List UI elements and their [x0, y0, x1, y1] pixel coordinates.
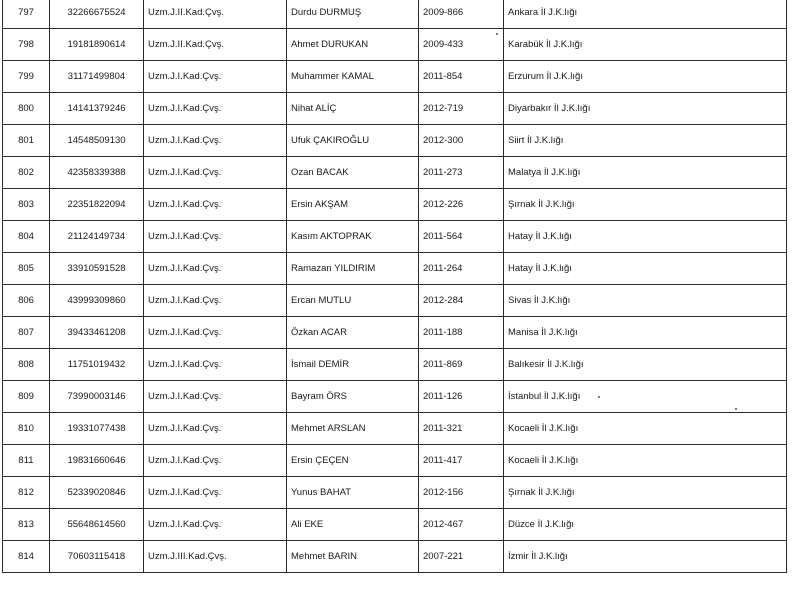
row-number-cell: 797	[3, 0, 50, 29]
registry-number-cell: 2011-264	[419, 253, 504, 285]
row-number-cell: 805	[3, 253, 50, 285]
id-number-cell: 55648614560	[50, 509, 144, 541]
row-number-cell: 799	[3, 61, 50, 93]
full-name-cell: Ali EKE	[287, 509, 419, 541]
table-row	[3, 285, 787, 317]
id-number-cell: 22351822094	[50, 189, 144, 221]
unit-cell: Hatay İl J.K.lığı	[504, 253, 787, 285]
unit-cell: Kocaeli İl J.K.lığı	[504, 413, 787, 445]
scan-speck	[735, 408, 737, 410]
table-row	[3, 445, 787, 477]
row-number-cell: 811	[3, 445, 50, 477]
full-name-cell: Ahmet DURUKAN	[287, 29, 419, 61]
registry-number-cell: 2012-467	[419, 509, 504, 541]
registry-number-cell: 2007-221	[419, 541, 504, 573]
id-number-cell: 21124149734	[50, 221, 144, 253]
rank-title-cell: Uzm.J.II.Kad.Çvş.	[144, 29, 287, 61]
rank-title-cell: Uzm.J.II.Kad.Çvş.	[144, 0, 287, 29]
registry-number-cell: 2012-156	[419, 477, 504, 509]
unit-cell: Siirt İl J.K.lığı	[504, 125, 787, 157]
table-row	[3, 253, 787, 285]
unit-cell: Erzurum İl J.K.lığı	[504, 61, 787, 93]
row-number-cell: 814	[3, 541, 50, 573]
table-row	[3, 61, 787, 93]
unit-cell: Balıkesir İl J.K.lığı	[504, 349, 787, 381]
id-number-cell: 19181890614	[50, 29, 144, 61]
table-row	[3, 93, 787, 125]
full-name-cell: Ozan BACAK	[287, 157, 419, 189]
unit-cell: Malatya İl J.K.lığı	[504, 157, 787, 189]
rank-title-cell: Uzm.J.I.Kad.Çvş.	[144, 189, 287, 221]
scan-speck	[598, 396, 600, 398]
unit-cell: Karabük İl J.K.lığı	[504, 29, 787, 61]
table-row	[3, 221, 787, 253]
registry-number-cell: 2011-321	[419, 413, 504, 445]
unit-cell: İstanbul İl J.K.lığı	[504, 381, 787, 413]
rank-title-cell: Uzm.J.I.Kad.Çvş.	[144, 285, 287, 317]
id-number-cell: 11751019432	[50, 349, 144, 381]
row-number-cell: 807	[3, 317, 50, 349]
row-number-cell: 801	[3, 125, 50, 157]
registry-number-cell: 2012-284	[419, 285, 504, 317]
full-name-cell: Nihat ALİÇ	[287, 93, 419, 125]
id-number-cell: 52339020846	[50, 477, 144, 509]
table-row	[3, 189, 787, 221]
row-number-cell: 800	[3, 93, 50, 125]
unit-cell: Şırnak İl J.K.lığı	[504, 189, 787, 221]
registry-number-cell: 2011-188	[419, 317, 504, 349]
full-name-cell: Durdu DURMUŞ	[287, 0, 419, 29]
row-number-cell: 806	[3, 285, 50, 317]
registry-number-cell: 2012-226	[419, 189, 504, 221]
scan-speck	[496, 33, 498, 35]
unit-cell: Şırnak İl J.K.lığı	[504, 477, 787, 509]
id-number-cell: 31171499804	[50, 61, 144, 93]
rank-title-cell: Uzm.J.III.Kad.Çvş.	[144, 541, 287, 573]
unit-cell: Diyarbakır İl J.K.lığı	[504, 93, 787, 125]
table-row	[3, 413, 787, 445]
rank-title-cell: Uzm.J.I.Kad.Çvş.	[144, 477, 287, 509]
unit-cell: Hatay İl J.K.lığı	[504, 221, 787, 253]
full-name-cell: Mehmet ARSLAN	[287, 413, 419, 445]
table-row	[3, 349, 787, 381]
id-number-cell: 19831660646	[50, 445, 144, 477]
row-number-cell: 812	[3, 477, 50, 509]
row-number-cell: 810	[3, 413, 50, 445]
rank-title-cell: Uzm.J.I.Kad.Çvş.	[144, 61, 287, 93]
unit-cell: Düzce İl J.K.lığı	[504, 509, 787, 541]
registry-number-cell: 2011-273	[419, 157, 504, 189]
full-name-cell: Bayram ÖRS	[287, 381, 419, 413]
rank-title-cell: Uzm.J.I.Kad.Çvş.	[144, 349, 287, 381]
table-row	[3, 125, 787, 157]
id-number-cell: 42358339388	[50, 157, 144, 189]
personnel-table	[2, 0, 787, 573]
unit-cell: İzmir İl J.K.lığı	[504, 541, 787, 573]
rank-title-cell: Uzm.J.I.Kad.Çvş.	[144, 157, 287, 189]
row-number-cell: 813	[3, 509, 50, 541]
full-name-cell: Ramazan YILDIRIM	[287, 253, 419, 285]
registry-number-cell: 2011-854	[419, 61, 504, 93]
full-name-cell: Kasım AKTOPRAK	[287, 221, 419, 253]
row-number-cell: 803	[3, 189, 50, 221]
rank-title-cell: Uzm.J.I.Kad.Çvş.	[144, 125, 287, 157]
registry-number-cell: 2011-126	[419, 381, 504, 413]
unit-cell: Ankara İl J.K.lığı	[504, 0, 787, 29]
full-name-cell: Muhammer KAMAL	[287, 61, 419, 93]
full-name-cell: Ufuk ÇAKIROĞLU	[287, 125, 419, 157]
row-number-cell: 804	[3, 221, 50, 253]
table-row	[3, 317, 787, 349]
registry-number-cell: 2011-417	[419, 445, 504, 477]
rank-title-cell: Uzm.J.I.Kad.Çvş.	[144, 445, 287, 477]
table-row	[3, 541, 787, 573]
id-number-cell: 14548509130	[50, 125, 144, 157]
table-row	[3, 509, 787, 541]
rank-title-cell: Uzm.J.I.Kad.Çvş.	[144, 509, 287, 541]
full-name-cell: Ercan MUTLU	[287, 285, 419, 317]
unit-cell: Kocaeli İl J.K.lığı	[504, 445, 787, 477]
row-number-cell: 798	[3, 29, 50, 61]
registry-number-cell: 2011-869	[419, 349, 504, 381]
unit-cell: Manisa İl J.K.lığı	[504, 317, 787, 349]
rank-title-cell: Uzm.J.I.Kad.Çvş.	[144, 93, 287, 125]
table-row	[3, 381, 787, 413]
row-number-cell: 809	[3, 381, 50, 413]
registry-number-cell: 2011-564	[419, 221, 504, 253]
table-body	[3, 0, 787, 573]
full-name-cell: Özkan ACAR	[287, 317, 419, 349]
unit-cell: Sivas İl J.K.lığı	[504, 285, 787, 317]
registry-number-cell: 2009-433	[419, 29, 504, 61]
id-number-cell: 19331077438	[50, 413, 144, 445]
rank-title-cell: Uzm.J.I.Kad.Çvş.	[144, 253, 287, 285]
id-number-cell: 33910591528	[50, 253, 144, 285]
rank-title-cell: Uzm.J.I.Kad.Çvş.	[144, 221, 287, 253]
full-name-cell: Mehmet BARIN	[287, 541, 419, 573]
id-number-cell: 14141379246	[50, 93, 144, 125]
id-number-cell: 39433461208	[50, 317, 144, 349]
full-name-cell: Yunus BAHAT	[287, 477, 419, 509]
id-number-cell: 32266675524	[50, 0, 144, 29]
table-row	[3, 477, 787, 509]
id-number-cell: 73990003146	[50, 381, 144, 413]
full-name-cell: İsmail DEMİR	[287, 349, 419, 381]
registry-number-cell: 2012-300	[419, 125, 504, 157]
registry-number-cell: 2012-719	[419, 93, 504, 125]
full-name-cell: Ersin ÇEÇEN	[287, 445, 419, 477]
rank-title-cell: Uzm.J.I.Kad.Çvş.	[144, 317, 287, 349]
table-row	[3, 157, 787, 189]
id-number-cell: 43999309860	[50, 285, 144, 317]
table-row	[3, 29, 787, 61]
registry-number-cell: 2009-866	[419, 0, 504, 29]
rank-title-cell: Uzm.J.I.Kad.Çvş.	[144, 413, 287, 445]
full-name-cell: Ersin AKŞAM	[287, 189, 419, 221]
row-number-cell: 808	[3, 349, 50, 381]
id-number-cell: 70603115418	[50, 541, 144, 573]
row-number-cell: 802	[3, 157, 50, 189]
table-row	[3, 0, 787, 29]
rank-title-cell: Uzm.J.I.Kad.Çvş.	[144, 381, 287, 413]
